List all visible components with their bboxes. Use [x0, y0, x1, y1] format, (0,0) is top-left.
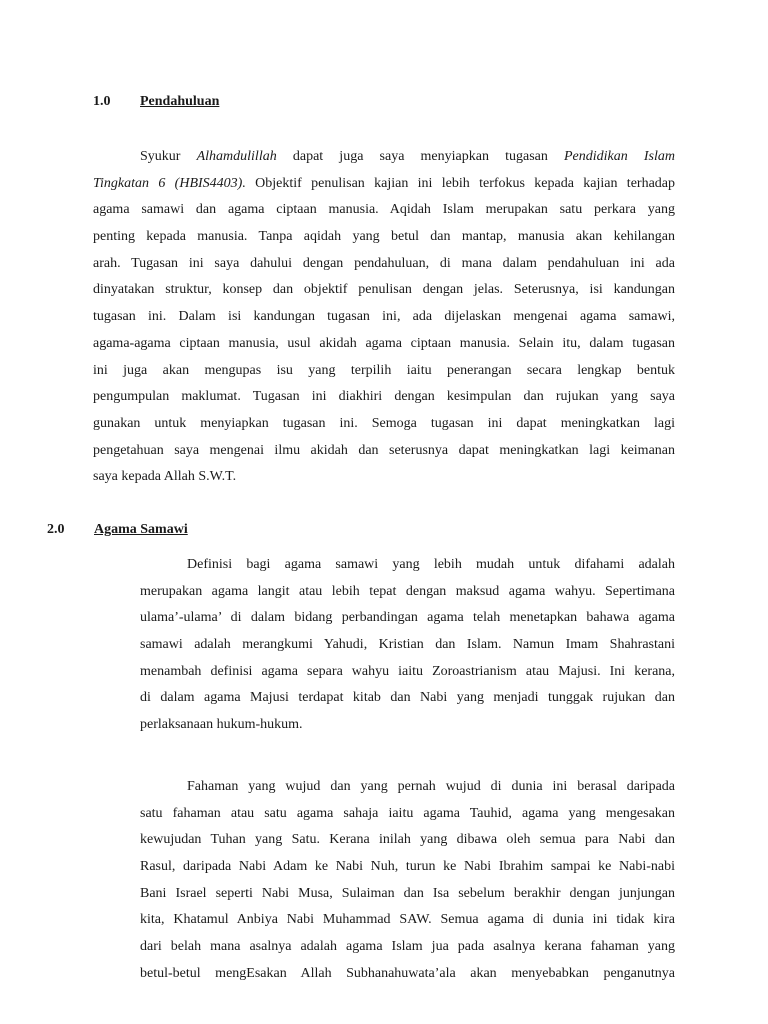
- section-1-number: 1.0: [93, 94, 111, 109]
- section-2-paragraph-1: [140, 552, 675, 739]
- paragraph-line: betul-betul mengEsakan Allah Subhanahuwata’ala akan menyebabkan penganutnya: [140, 965, 675, 981]
- section-1-heading: [93, 94, 220, 110]
- section-1-paragraph: [93, 144, 675, 491]
- paragraph-line: merupakan agama langit atau lebih tepat dengan maksud agama wahyu. Sepertimana: [140, 583, 675, 599]
- paragraph-line: perlaksanaan hukum-hukum.: [140, 717, 303, 733]
- paragraph-line: pengumpulan maklumat. Tugasan ini diakhiri dengan kesimpulan dan rujukan yang saya: [93, 389, 675, 405]
- paragraph-line: tugasan ini. Dalam isi kandungan tugasan ini, ada dijelaskan mengenai agama samawi,: [93, 309, 675, 325]
- paragraph-line: saya kepada Allah S.W.T.: [93, 469, 237, 485]
- paragraph-line: dari belah mana asalnya adalah agama Islam jua pada asalnya kerana fahaman yang: [140, 939, 675, 955]
- paragraph-line: kewujudan Tuhan yang Satu. Kerana inilah yang dibawa oleh semua para Nabi dan: [140, 832, 675, 848]
- paragraph-line: agama samawi dan agama ciptaan manusia. Aqidah Islam merupakan satu perkara yang: [93, 202, 675, 218]
- italic-text: Alhamdulillah: [196, 149, 277, 164]
- paragraph-line: di dalam agama Majusi terdapat kitab dan Nabi yang menjadi tunggak rujukan dan: [140, 690, 675, 706]
- paragraph-line: Definisi bagi agama samawi yang lebih mudah untuk difahami adalah: [187, 557, 675, 572]
- paragraph-line: agama-agama ciptaan manusia, usul akidah agama ciptaan manusia. Selain itu, dalam tugasan: [93, 335, 675, 351]
- section-2-title: Agama Samawi: [94, 522, 188, 537]
- paragraph-line: samawi adalah merangkumi Yahudi, Kristian dan Islam. Namun Imam Shahrastani: [140, 637, 675, 653]
- paragraph-line: Rasul, daripada Nabi Adam ke Nabi Nuh, turun ke Nabi Ibrahim sampai ke Nabi-nabi: [140, 859, 675, 875]
- paragraph-line: Bani Israel seperti Nabi Musa, Sulaiman dan Isa sebelum berakhir dengan junjungan: [140, 885, 675, 901]
- paragraph-line: gunakan untuk menyiapkan tugasan ini. Semoga tugasan ini dapat meningkatkan lagi: [93, 415, 675, 431]
- paragraph-line: satu fahaman atau satu agama sahaja iaitu agama Tauhid, agama yang mengesakan: [140, 805, 675, 821]
- section-2-paragraph-2: [140, 774, 675, 988]
- paragraph-line: ini juga akan mengupas isu yang terpilih iaitu penerangan secara lengkap bentuk: [93, 362, 675, 378]
- paragraph-line: penting kepada manusia. Tanpa aqidah yang betul dan mantap, manusia akan kehilangan: [93, 229, 675, 245]
- paragraph-line: arah. Tugasan ini saya dahului dengan pendahuluan, di mana dalam pendahuluan ini ada: [93, 255, 675, 271]
- paragraph-line: dinyatakan struktur, konsep dan objektif penulisan dengan jelas. Seterusnya, isi kandungan: [93, 282, 675, 298]
- italic-text: Tingkatan 6 (HBIS4403).: [93, 175, 246, 191]
- italic-text: Pendidikan Islam: [564, 149, 676, 164]
- paragraph-line: kita, Khatamul Anbiya Nabi Muhammad SAW. Semua agama di dunia ini tidak kira: [140, 912, 675, 928]
- paragraph-line: ulama’-ulama’ di dalam bidang perbandingan agama telah menetapkan bahawa agama: [140, 610, 675, 626]
- paragraph-line: pengetahuan saya mengenai ilmu akidah dan seterusnya dapat meningkatkan lagi keimanan: [93, 442, 675, 458]
- paragraph-line: Fahaman yang wujud dan yang pernah wujud di dunia ini berasal daripada: [187, 779, 675, 794]
- paragraph-line: menambah definisi agama separa wahyu iaitu Zoroastrianism atau Majusi. Ini kerana,: [140, 663, 675, 679]
- paragraph-line: Tingkatan 6 (HBIS4403). Objektif penulisan kajian ini lebih terfokus kepada kajian terhadap: [93, 175, 676, 191]
- section-1-title: Pendahuluan: [140, 94, 220, 109]
- section-2-heading: [47, 522, 188, 538]
- section-2-number: 2.0: [47, 522, 65, 537]
- paragraph-line: Syukur Alhamdulillah dapat juga saya menyiapkan tugasan Pendidikan Islam: [140, 149, 676, 164]
